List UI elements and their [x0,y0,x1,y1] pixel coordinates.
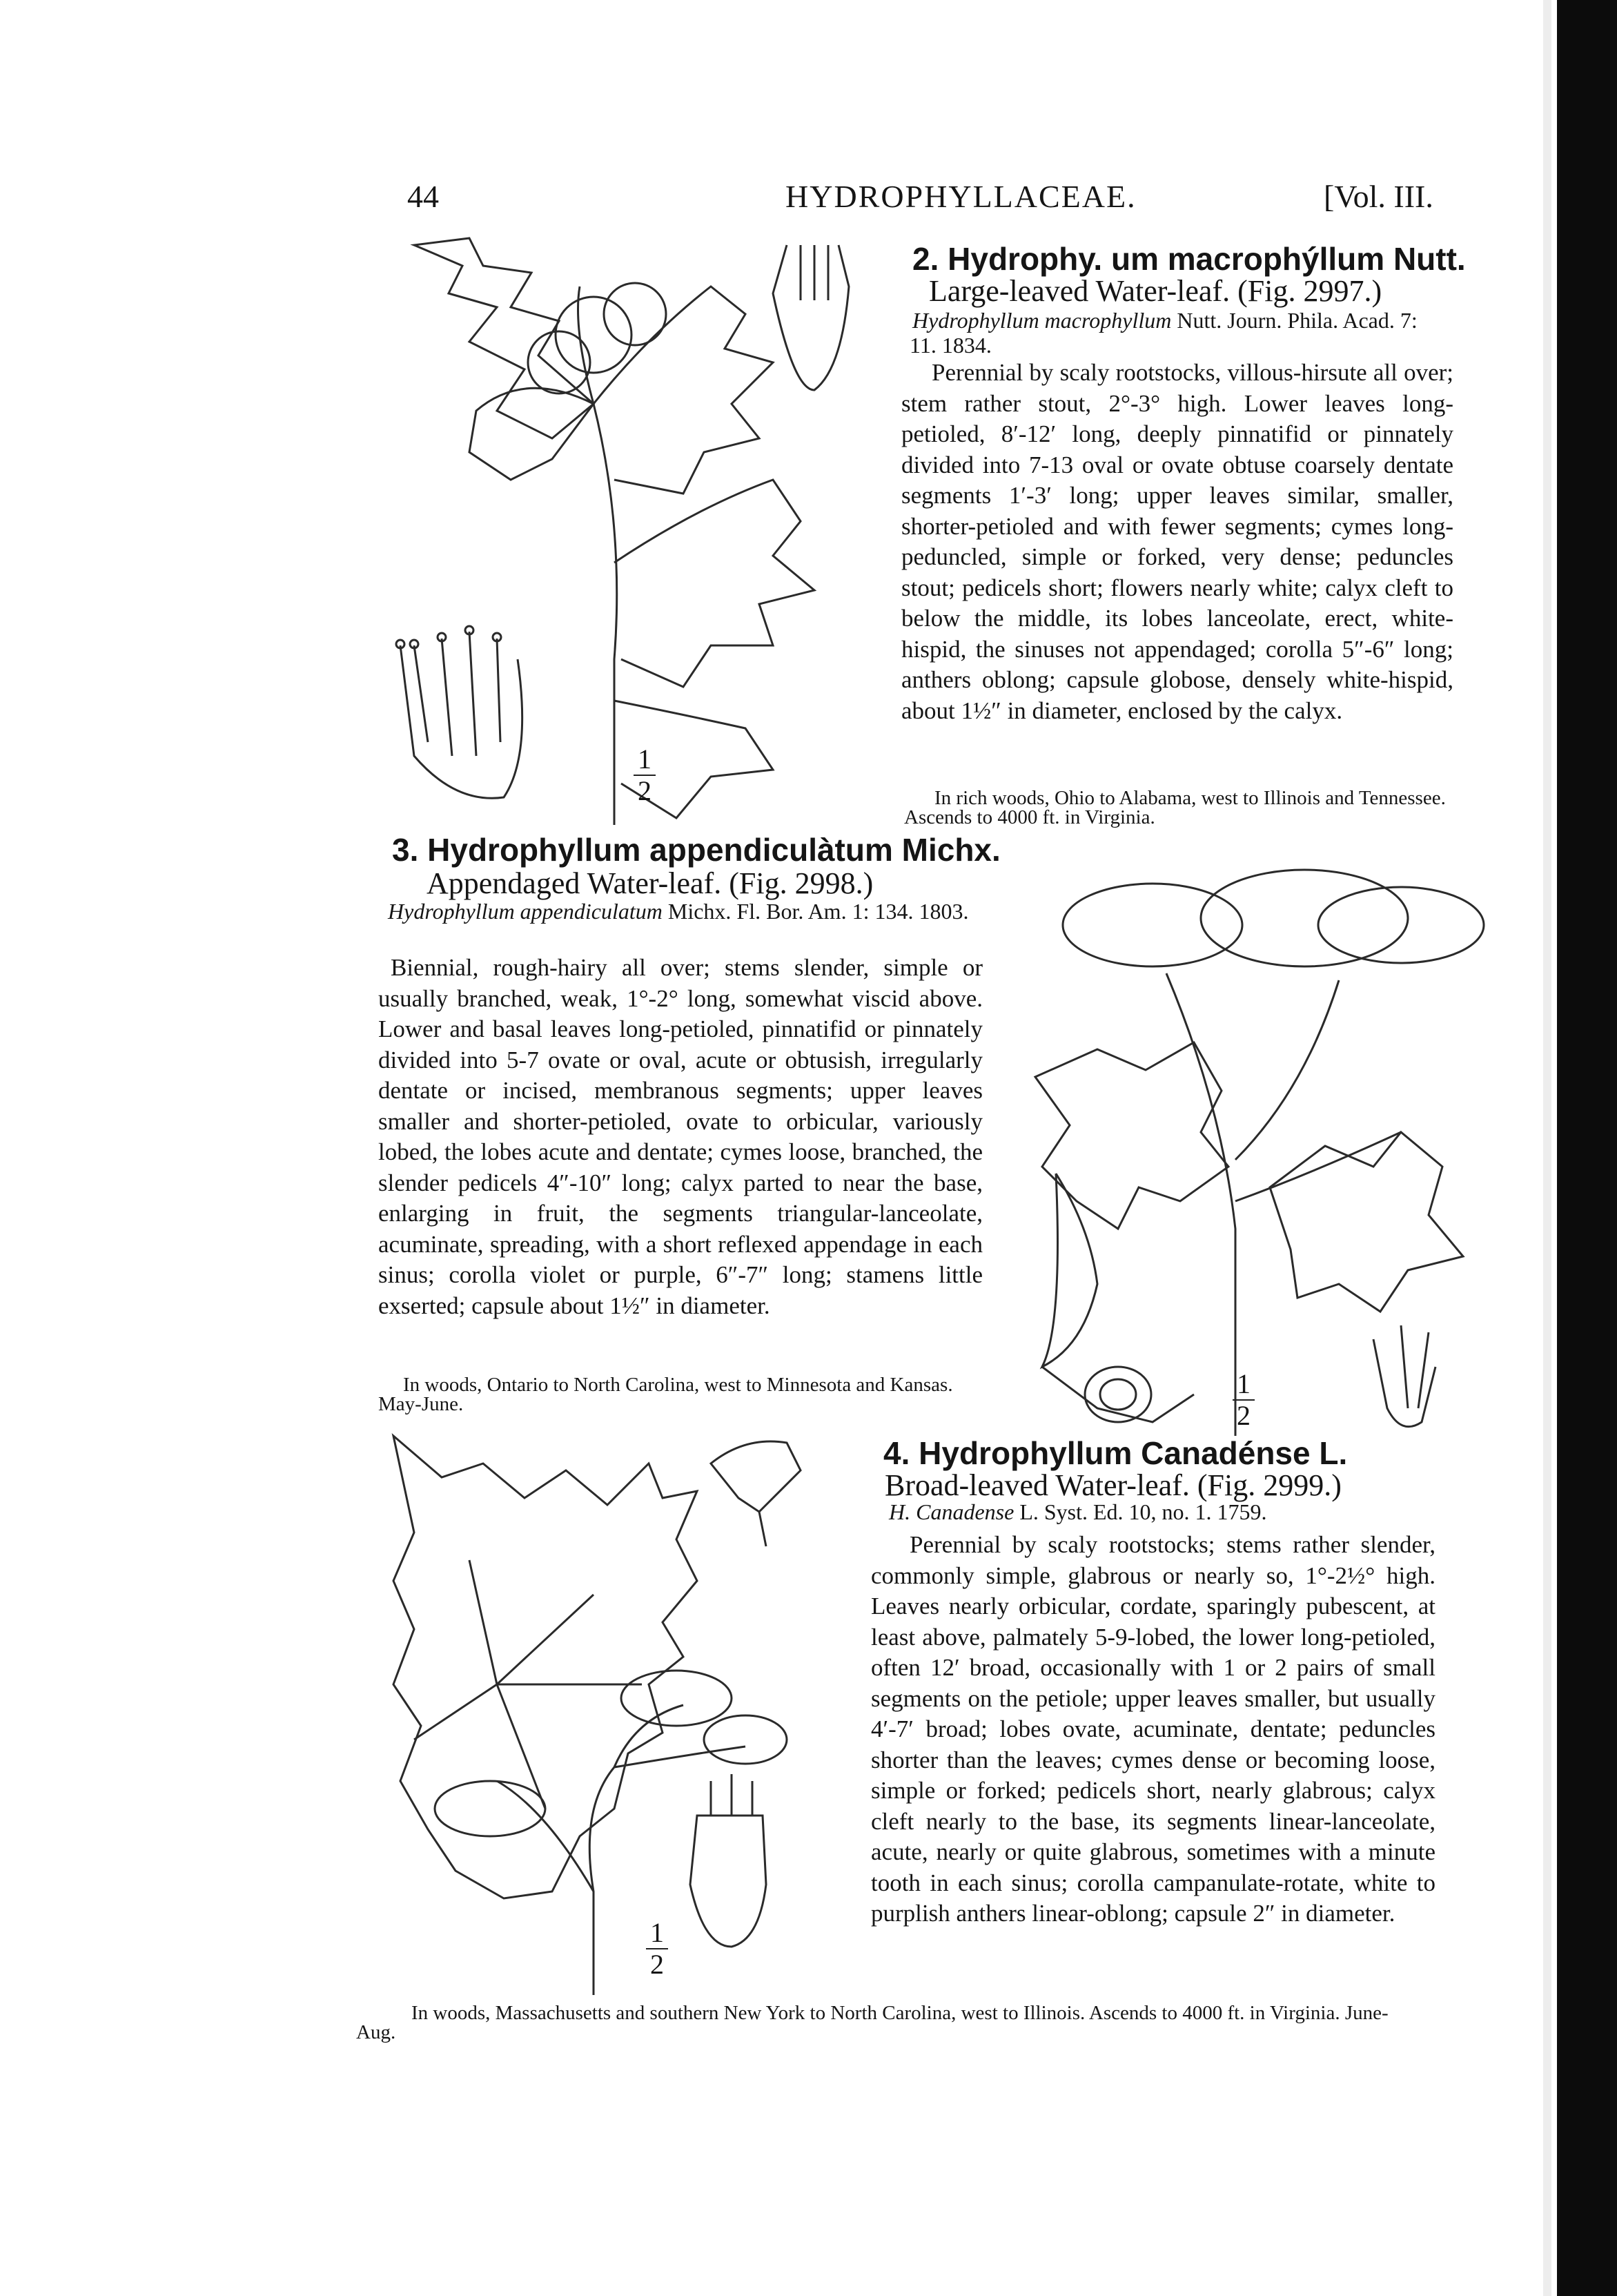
species-3-title: 3. Hydrophyllum appendiculàtum Michx. [392,832,1001,868]
page-edge [1543,0,1551,2296]
figure-2999-illustration [386,1422,870,2002]
scan-border [1557,0,1617,2296]
figure-2998-illustration [1015,842,1511,1443]
species-4-citation [889,1499,1455,1524]
species-2-citation-source: Nutt. Journ. Phila. Acad. 7: 11. 1834. [910,308,1418,358]
species-4-title: 4. Hydrophyllum Canadénse L. [883,1435,1348,1471]
species-2-title: 2. Hydrophy. um macrophýllum Nutt. [912,241,1466,277]
species-3-range: In woods, Ontario to North Carolina, west to Minnesota and Kansas. May-June. [378,1374,953,1415]
species-2-description: Perennial by scaly rootstocks, villous-hirsute all over; stem rather stout, 2°-3° high. Lower leaves long-petioled, 8′-12′ long, deeply pinnatifid or pinnately divided into 7-13 oval or ovate obtuse coarsely dentate segments 1′-3′ long; upper leaves similar, smaller, shorter-petioled and with fewer segments; cymes long-peduncled, simple or forked, very dense; peduncles stout; pedicels short; flowers nearly white; calyx cleft to below the middle, its lobes lanceolate, erect, white-hispid, the sinuses not appendaged; corolla 5″-6″ long; anthers oblong; capsule globose, densely white-hispid, about 1½″ in diameter, enclosed by the calyx. [901,359,1453,724]
species-3-common-name: Appendaged Water-leaf. (Fig. 2998.) [427,866,874,900]
species-2-range: In rich woods, Ohio to Alabama, west to Illinois and Tennessee. Ascends to 4000 ft. in Virginia. [904,787,1446,828]
figure-2998-scale: 1 2 [1230,1370,1257,1430]
figure-2997-illustration [386,231,911,832]
species-4-description: Perennial by scaly rootstocks; stems rather slender, commonly simple, glabrous or nearly so, 1°-2½° high. Leaves nearly orbicular, cordate, sparingly pubescent, at least above, palmately 5-9-lobed, the lower long-petioled, often 12′ broad, occasionally with 1 or 2 pairs of small segments on the petiole; upper leaves smaller, but usually 4′-7′ broad; lobes ovate, acuminate, dentate; peduncles shorter than the leaves; cymes dense or becoming loose, simple or forked; pedicels short, nearly glabrous; calyx cleft nearly to the base, its segments linear-lanceolate, acute, nearly or quite glabrous, sometimes with a minute tooth in each sinus; corolla campanulate-rotate, white to purplish anthers linear-oblong; capsule 2″ in diameter. [871,1531,1435,1927]
species-2-citation [910,308,1441,358]
species-4-citation-binomial: H. Canadense [889,1499,1015,1524]
page-number: 44 [407,179,439,214]
species-3-citation [388,899,981,924]
figure-2999-scale: 1 2 [643,1919,671,1978]
species-3-citation-source: Michx. Fl. Bor. Am. 1: 134. 1803. [662,899,969,924]
species-3-citation-binomial: Hydrophyllum appendiculatum [388,899,663,924]
species-3-description: Biennial, rough-hairy all over; stems slender, simple or usually branched, weak, 1°-2° long, somewhat viscid above. Lower and basal leaves long-petioled, pinnatifid or pinnately divided into 5-7 ovate or oval, acute or obtusish, irregularly dentate or incised, membranous segments; upper leaves smaller and shorter-petioled, ovate to orbicular, variously lobed, the lobes acute and dentate; cymes loose, branched, the slender pedicels 4″-10″ long; calyx parted to near the base, enlarging in fruit, the segments triangular-lanceolate, acuminate, spreading, with a short reflexed appendage in each sinus; corolla violet or purple, 6″-7″ long; stamens little exserted; capsule about 1½″ in diameter. [378,954,983,1319]
species-4-range: In woods, Massachusetts and southern New York to North Carolina, west to Illinois. Ascends to 4000 ft. in Virginia. June-Aug. [356,2002,1389,2043]
species-4-common-name: Broad-leaved Water-leaf. (Fig. 2999.) [885,1468,1342,1502]
volume-label: [Vol. III. [1324,179,1433,214]
running-head: HYDROPHYLLACEAE. [785,179,1137,214]
species-2-citation-binomial: Hydrophyllum macrophyllum [912,308,1172,333]
species-2-common-name: Large-leaved Water-leaf. (Fig. 2997.) [929,274,1382,308]
species-4-citation-source: L. Syst. Ed. 10, no. 1. 1759. [1014,1499,1267,1524]
figure-2997-scale: 1 2 [631,746,658,805]
